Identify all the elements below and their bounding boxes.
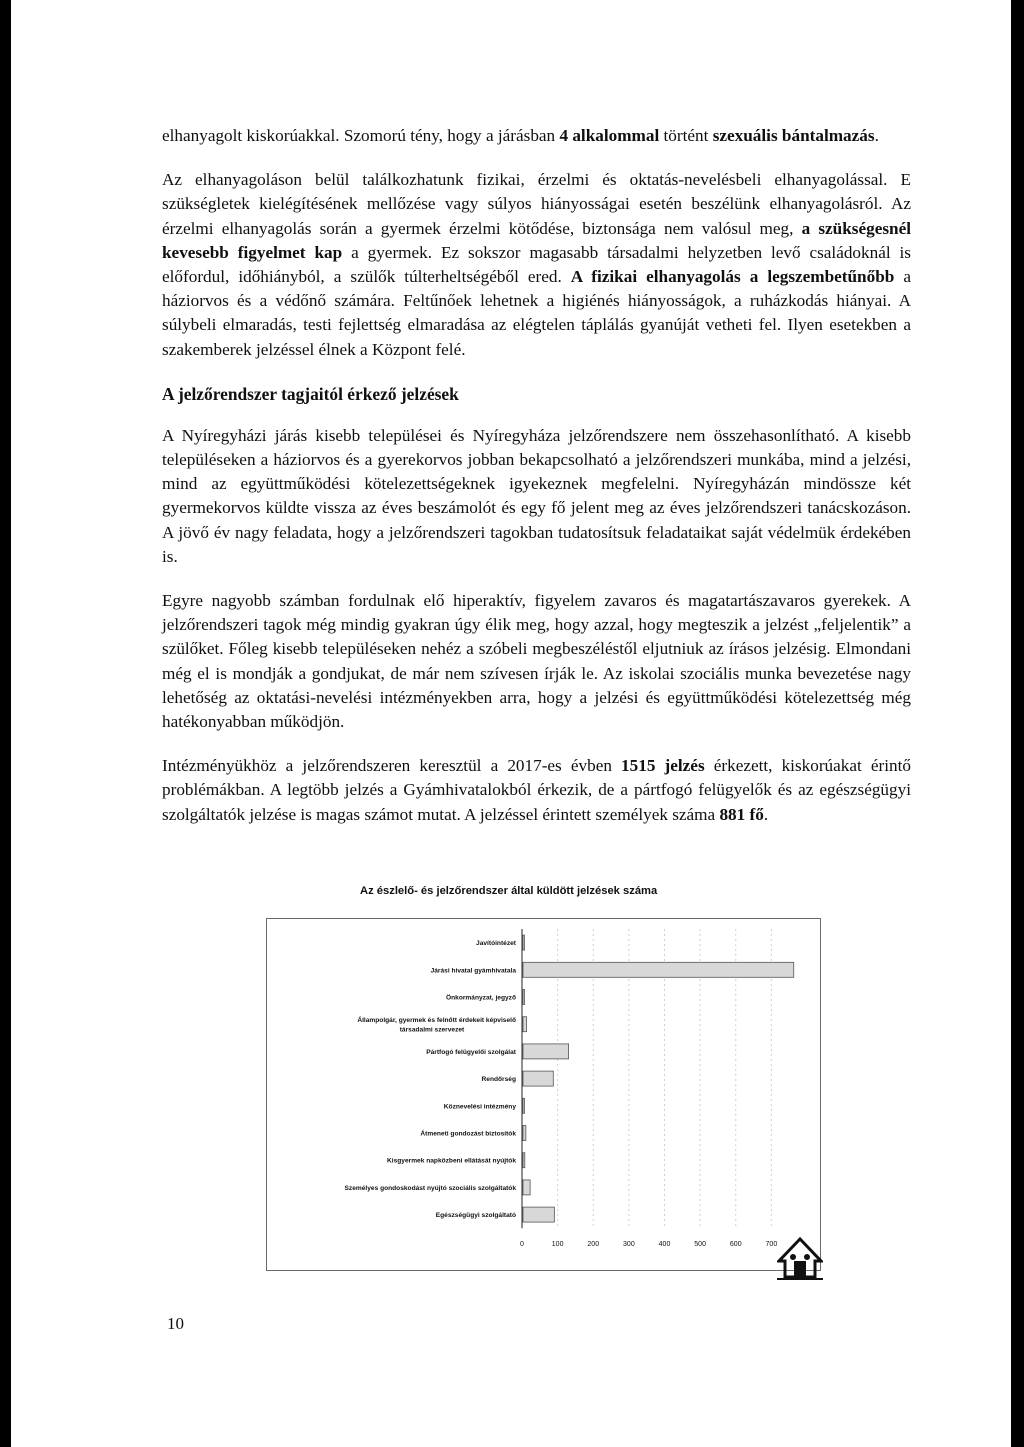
chart-frame [266,918,821,1271]
category-label: Rendőrség [481,1076,516,1084]
text-span: Intézményükhöz a jelzőrendszeren keresztül a 2017-es évben [162,756,622,776]
category-label: Köznevelési intézmény [443,1103,516,1111]
bold-span: szexuális bántalmazás [712,126,875,145]
paragraph-3: A Nyíregyházi járás kisebb települései és Nyíregyháza jelzőrendszere nem összehasonlítható. A kisebb településeken a háziorvos és a gyerekorvos jobban bekapcsolható a jelzőrendszeri munkába, mind a jelzési, mind az együttműködési kötelezettségeknek igyekeznek megfelelni. Nyíregyházán mindössze két gyermekorvos küldte vissza az éves beszámolót és egy fő jelent meg az éves jelzőrendszeri tanácskozáson. A jövő év nagy feladata, hogy a jelzőrendszeri tagokban tudatosítsuk feladataikat saját védelmük érdekében is. [162,425,911,566]
bold-span: 1515 jelzés [621,756,705,776]
bar-chart [267,919,820,1270]
text-span: Az elhanyagoláson belül találkozhatunk fizikai, érzelmi és oktatás-nevelésbeli elhanyagolással. E szükségletek kielégítésének mellőzése vagy súlyos hiányosságai esetén beszélünk elhanyagolásról. Az érzelmi elhanyagolás során a gyermek érzelmi kötődése, biztonsága nem valósul meg, [162,170,911,238]
bold-span: a szükségesnél kevesebb figyelmet kap [162,218,911,262]
bold-span: A fizikai elhanyagolás a legszembetűnőbb [570,267,895,287]
paragraph-1 [162,124,911,148]
paragraph-2 [162,168,911,362]
text-span: érkezett, kiskorúakat érintő problémákban. A legtöbb jelzés a Gyámhivatalokból érkezik, de a pártfogó felügyelők és az egészségügyi szolgáltatók jelzése is magas számot mutat. A jelzéssel érintett személyek száma [162,756,911,824]
x-tick-label: 400 [658,1241,671,1249]
bar [523,1180,530,1195]
bar [523,1153,525,1168]
x-tick-label: 0 [520,1241,524,1249]
category-label: Járási hivatal gyámhivatala [430,967,516,975]
bar [523,990,525,1005]
category-label: Kisgyermek napközbeni ellátását nyújtók [387,1157,516,1165]
text-span: . [874,126,879,145]
bold-span: 4 alkalommal [559,126,660,145]
paragraph-4: Egyre nagyobb számban fordulnak elő hiperaktív, figyelem zavaros és magatartászavaros gyerekek. A jelzőrendszeri tagok még mindig gyakran úgy élik meg, hogy azzal, hogy megteszik a jelzést „feljelentik” a szülőket. Főleg kisebb településeken nehéz a szóbeli megbeszéléstől eljutniuk az írásos jelzésig. Elmondani még el is mondják a gondjukat, de már nem szívesen írják le. Az iskolai szociális munka bevezetése nagy lehetőség az oktatási-nevelési intézményekben arra, hogy a jelzési és együttműködési kötelezettség még hatékonyabban működjön. [162,591,911,732]
x-tick-label: 700 [765,1241,778,1249]
x-tick-label: 100 [551,1241,564,1249]
section-heading: A jelzőrendszer tagjaitól érkező jelzések [162,383,459,404]
page-number: 10 [167,1314,184,1333]
category-label: Javítóintézet [476,940,516,948]
category-label: Személyes gondoskodást nyújtó szociális szolgáltatók [344,1184,516,1192]
x-tick-label: 600 [729,1241,742,1249]
bar [523,1071,553,1086]
bold-span: 881 fő [719,804,764,824]
x-tick-label: 200 [587,1241,600,1249]
x-tick-label: 500 [694,1241,706,1249]
bar [523,962,794,977]
text-span: a gyermek. Ez sokszor magasabb társadalmi helyzetben levő családoknál is előfordul, időhiányból, a szülők túlterheltségéből ered. [162,242,911,287]
category-label: Pártfogó felügyelői szolgálat [426,1048,516,1056]
category-label: Önkormányzat, jegyző [446,994,516,1002]
x-tick-label: 300 [623,1241,635,1249]
bar [523,1207,554,1222]
category-label: Átmeneti gondozást biztosítók [420,1130,516,1138]
text-span: történt [659,126,713,145]
text-span: elhanyagolt kiskorúakkal. Szomorú tény, hogy a járásban [162,126,560,145]
bar [523,1126,526,1141]
text-span: a háziorvos és a védőnő számára. Feltűnőek lehetnek a higiénés hiányosságok, a ruházkodás hiányai. A súlybeli elmaradás, testi fejlettség elmaradása az elégtelen táplálás gyanúját vetheti fel. Ilyen esetekben a szakemberek jelzéssel élnek a Központ felé. [162,267,911,359]
house-logo-icon [777,1237,823,1281]
category-label: Állampolgár, gyermek és felnőtt érdekeit képviselő társadalmi szervezet [357,1017,516,1034]
bar [523,1044,569,1059]
chart-title: Az észlelő- és jelzőrendszer által küldött jelzések száma [360,885,658,897]
text-span: . [763,804,769,824]
bar [523,1098,525,1113]
bar [523,935,525,950]
bar [523,1017,527,1032]
category-label: Egészségügyi szolgáltató [435,1212,516,1220]
document-page [11,0,1011,1447]
paragraph-5 [162,754,911,827]
text-body [162,124,911,827]
